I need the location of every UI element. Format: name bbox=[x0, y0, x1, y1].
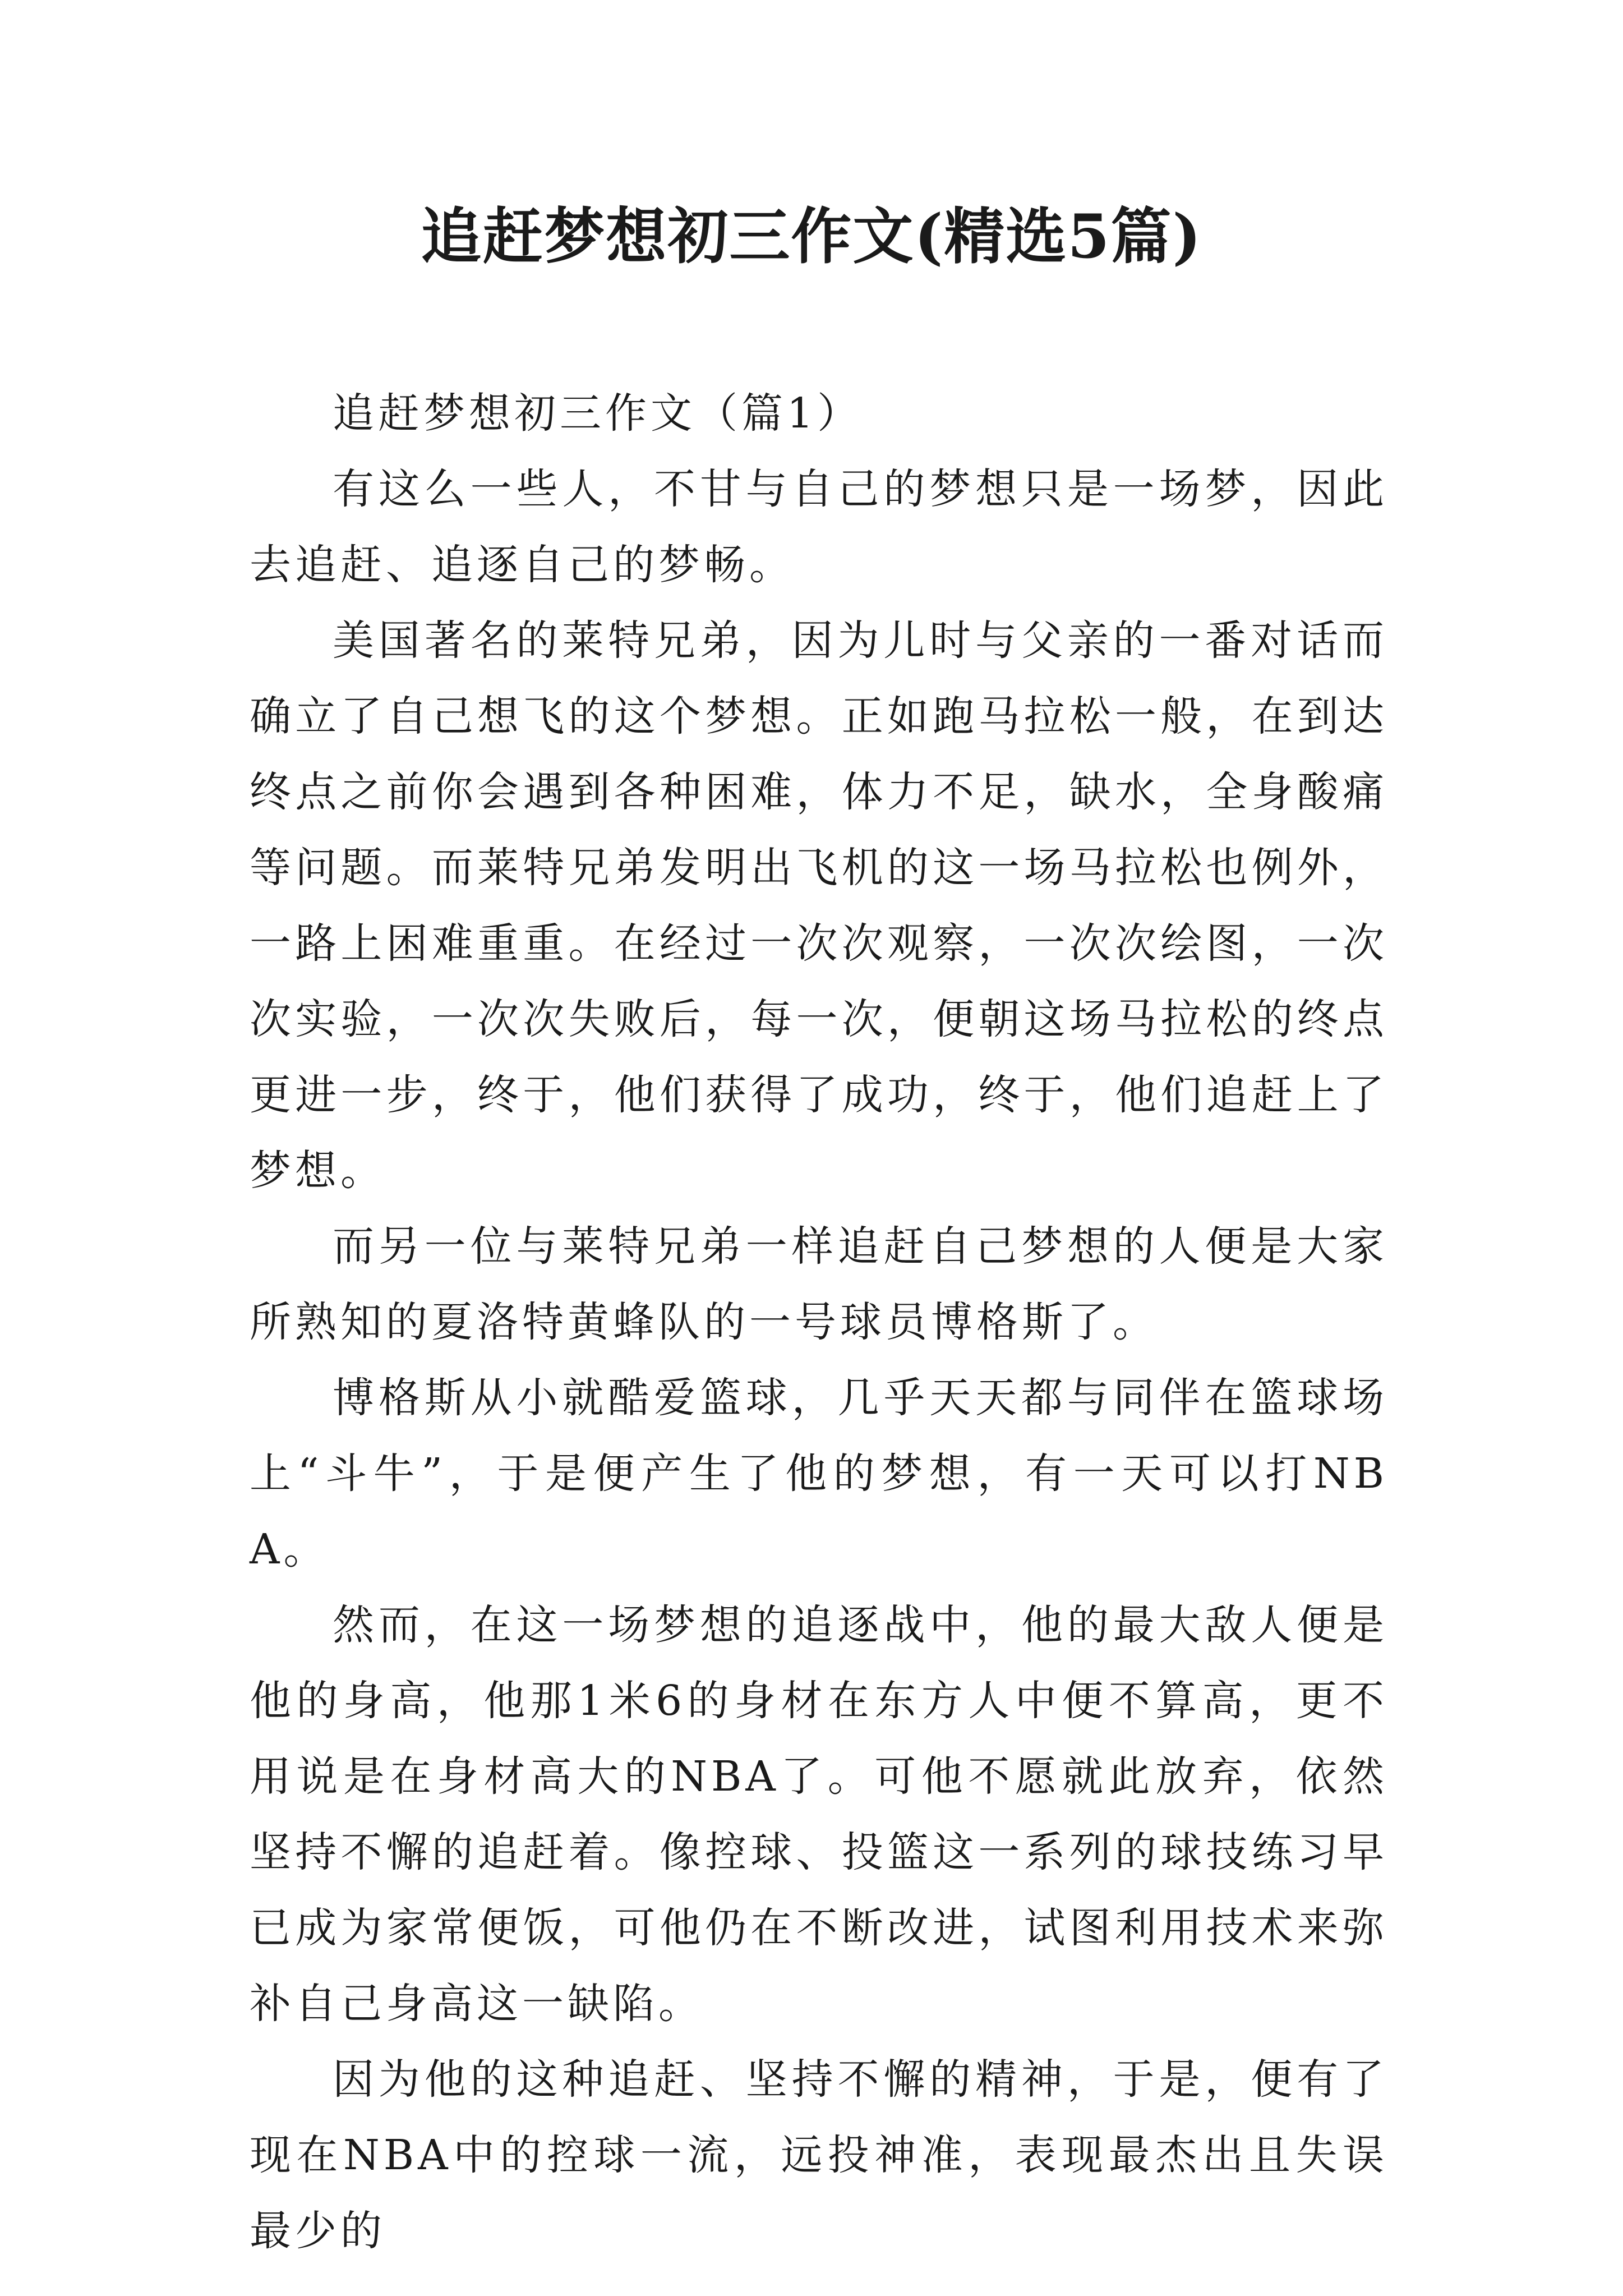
paragraph: 美国著名的莱特兄弟，因为儿时与父亲的一番对话而确立了自己想飞的这个梦想。正如跑马拉松一般，在到达终点之前你会遇到各种困难，体力不足，缺水，全身酸痛等问题。而莱特兄弟发明出飞机的这一场马拉松也例外，一路上困难重重。在经过一次次观察，一次次绘图，一次次实验，一次次失败后，每一次，便朝这场马拉松的终点更进一步，终于，他们获得了成功，终于，他们追赶上了梦想。 bbox=[250, 616, 1388, 1195]
paragraph: 有这么一些人，不甘与自己的梦想只是一场梦，因此去追赶、追逐自己的梦畅。 bbox=[250, 465, 1388, 589]
paragraph: 因为他的这种追赶、坚持不懈的精神，于是，便有了现在NBA中的控球一流，远投神准，表现最杰出且失误最少的 bbox=[250, 2055, 1388, 2255]
paragraph: 然而，在这一场梦想的追逐战中，他的最大敌人便是他的身高，他那1米6的身材在东方人中便不算高，更不用说是在身材高大的NBA了。可他不愿就此放弃，依然坚持不懈的追赶着。像控球、投篮这一系列的球技练习早已成为家常便饭，可他仍在不断改进，试图利用技术来弥补自己身高这一缺陷。 bbox=[250, 1601, 1388, 2028]
section-heading: 追赶梦想初三作文（篇1） bbox=[333, 389, 863, 438]
document-body bbox=[250, 376, 1388, 2269]
document-title: 追赶梦想初三作文(精选5篇) bbox=[421, 201, 1202, 272]
paragraph: 博格斯从小就酷爱篮球，几乎天天都与同伴在篮球场上“斗牛”，于是便产生了他的梦想，有一天可以打NBA。 bbox=[250, 1374, 1388, 1573]
paragraph: 而另一位与莱特兄弟一样追赶自己梦想的人便是大家所熟知的夏洛特黄蜂队的一号球员博格斯了。 bbox=[250, 1222, 1388, 1346]
